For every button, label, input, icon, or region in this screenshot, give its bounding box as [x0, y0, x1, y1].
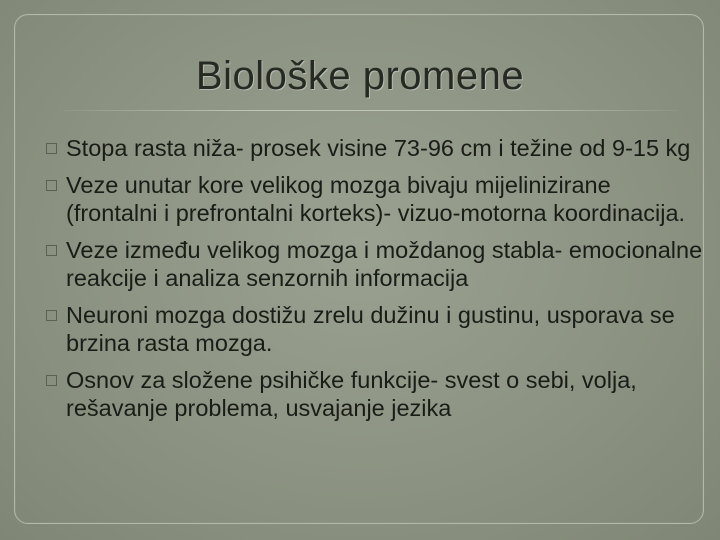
list-item — [44, 366, 704, 422]
list-item — [44, 171, 704, 227]
bullet-text: Stopa rasta niža- prosek visine 73-96 cm i težine od 9-15 kg — [66, 135, 691, 161]
bullet-square-icon — [46, 180, 57, 191]
bullet-text: Veze između velikog mozga i moždanog stabla- emocionalne reakcije i analiza senzornih informacija — [66, 237, 703, 291]
bullet-text: Veze unutar kore velikog mozga bivaju mijelinizirane (frontalni i prefrontalni korteks)- vizuo-motorna koordinacija. — [66, 172, 686, 226]
title-divider — [64, 110, 678, 111]
bullet-square-icon — [46, 375, 57, 386]
bullet-list — [44, 134, 704, 431]
bullet-square-icon — [46, 310, 57, 321]
bullet-square-icon — [46, 245, 57, 256]
slide-title: Biološke promene — [195, 54, 525, 98]
list-item — [44, 134, 704, 162]
list-item — [44, 301, 704, 357]
list-item — [44, 236, 704, 292]
bullet-square-icon — [46, 143, 57, 154]
bullet-text: Osnov za složene psihičke funkcije- svest o sebi, volja, rešavanje problema, usvajanje jezika — [66, 367, 637, 421]
bullet-text: Neuroni mozga dostižu zrelu dužinu i gustinu, usporava se brzina rasta mozga. — [66, 302, 675, 356]
